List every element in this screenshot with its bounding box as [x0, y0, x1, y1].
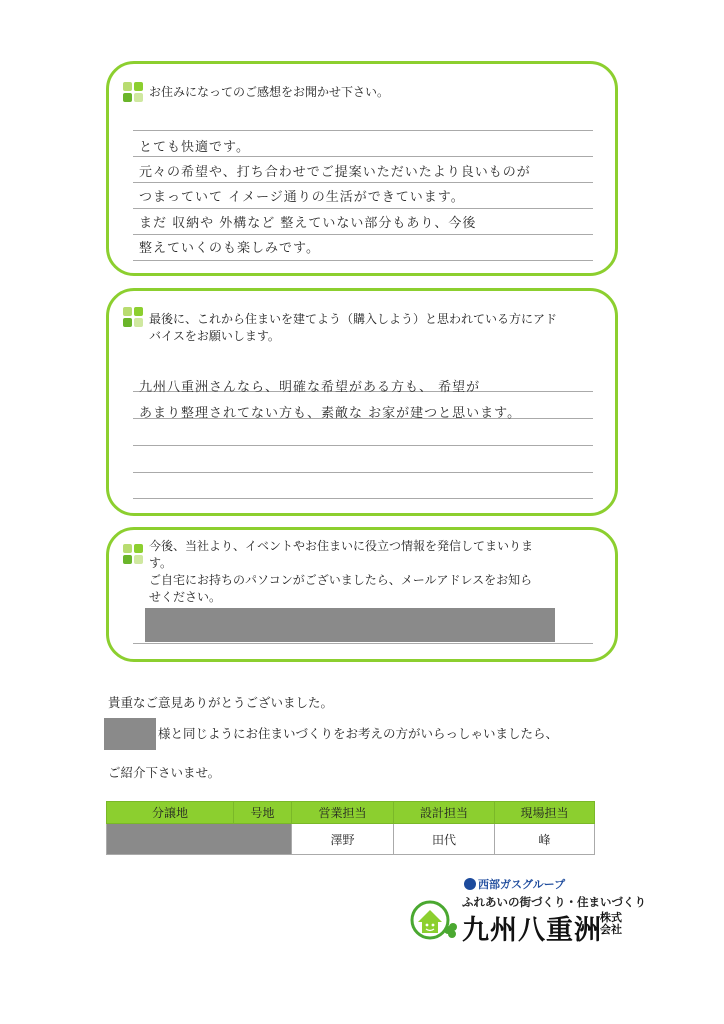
house-logo-icon	[410, 900, 458, 940]
email-request-line: 今後、当社より、イベントやお住まいに役立つ情報を発信してまいりま	[149, 539, 534, 553]
header-design: 設計担当	[394, 802, 495, 824]
staff-table	[106, 801, 595, 855]
question-bullet-icon	[123, 307, 145, 329]
email-request-line: せください。	[149, 590, 222, 604]
design-staff-cell: 田代	[394, 824, 495, 855]
question-bullet-icon	[123, 82, 145, 104]
advice-question-line: バイスをお願いします。	[149, 329, 280, 343]
impression-panel	[106, 61, 618, 276]
group-brand-text: 西部ガスグループ	[478, 878, 566, 891]
redacted-email	[145, 608, 555, 642]
email-panel	[106, 527, 618, 662]
thanks-message: 貴重なご意見ありがとうございました。	[108, 695, 334, 710]
answer-rule	[133, 643, 593, 644]
answer-rule	[133, 498, 593, 499]
answer-rule	[133, 234, 593, 235]
handwritten-answer-line: とても快適です。	[139, 140, 250, 155]
advice-question	[149, 311, 557, 345]
header-lot: 分譲地	[107, 802, 234, 824]
question-bullet-icon	[123, 544, 145, 566]
header-site: 現場担当	[495, 802, 595, 824]
email-request-line: す。	[149, 556, 173, 570]
staff-table-row	[107, 824, 595, 855]
group-brand	[464, 876, 565, 892]
company-type-line: 会社	[600, 923, 622, 936]
impression-question: お住みになってのご感想をお聞かせ下さい。	[149, 85, 390, 99]
email-request-text	[149, 538, 533, 606]
handwritten-answer-line: つまっていて イメージ通りの生活ができています。	[139, 190, 465, 205]
header-lot-number: 号地	[234, 802, 292, 824]
handwritten-answer-line: まだ 収納や 外構など 整えていない部分もあり、今後	[139, 216, 477, 231]
company-tagline: ふれあいの街づくり・住まいづくり	[462, 895, 646, 909]
redacted-customer-name	[104, 718, 156, 750]
advice-question-line: 最後に、これから住まいを建てよう（購入しよう）と思われている方にアド	[149, 312, 558, 326]
gas-group-icon	[464, 878, 476, 890]
sales-staff-cell: 澤野	[292, 824, 394, 855]
company-type	[594, 912, 628, 936]
email-request-line: ご自宅にお持ちのパソコンがございましたら、メールアドレスをお知ら	[149, 573, 533, 587]
answer-rule	[133, 472, 593, 473]
answer-rule	[133, 208, 593, 209]
handwritten-answer-line: 九州八重洲さんなら、明確な希望がある方も、 希望が	[139, 380, 481, 395]
header-sales: 営業担当	[292, 802, 394, 824]
staff-table-header	[107, 802, 595, 824]
advice-panel	[106, 288, 618, 516]
company-name: 九州八重洲	[462, 915, 602, 946]
answer-rule	[133, 156, 593, 157]
referral-closing: ご紹介下さいませ。	[108, 765, 221, 780]
answer-rule	[133, 130, 593, 131]
redacted-lot-cell	[107, 824, 292, 855]
handwritten-answer-line: あまり整理されてない方も、素敵な お家が建つと思います。	[139, 406, 522, 421]
referral-request: 様と同じようにお住まいづくりをお考えの方がいらっしゃいましたら、	[158, 726, 559, 741]
answer-rule	[133, 445, 593, 446]
answer-rule	[133, 260, 593, 261]
answer-rule	[133, 182, 593, 183]
handwritten-answer-line: 整えていくのも楽しみです。	[139, 241, 320, 256]
site-staff-cell: 峰	[495, 824, 595, 855]
handwritten-answer-line: 元々の希望や、打ち合わせでご提案いただいたより良いものが	[139, 165, 531, 180]
company-type-line: 株式	[600, 911, 622, 924]
